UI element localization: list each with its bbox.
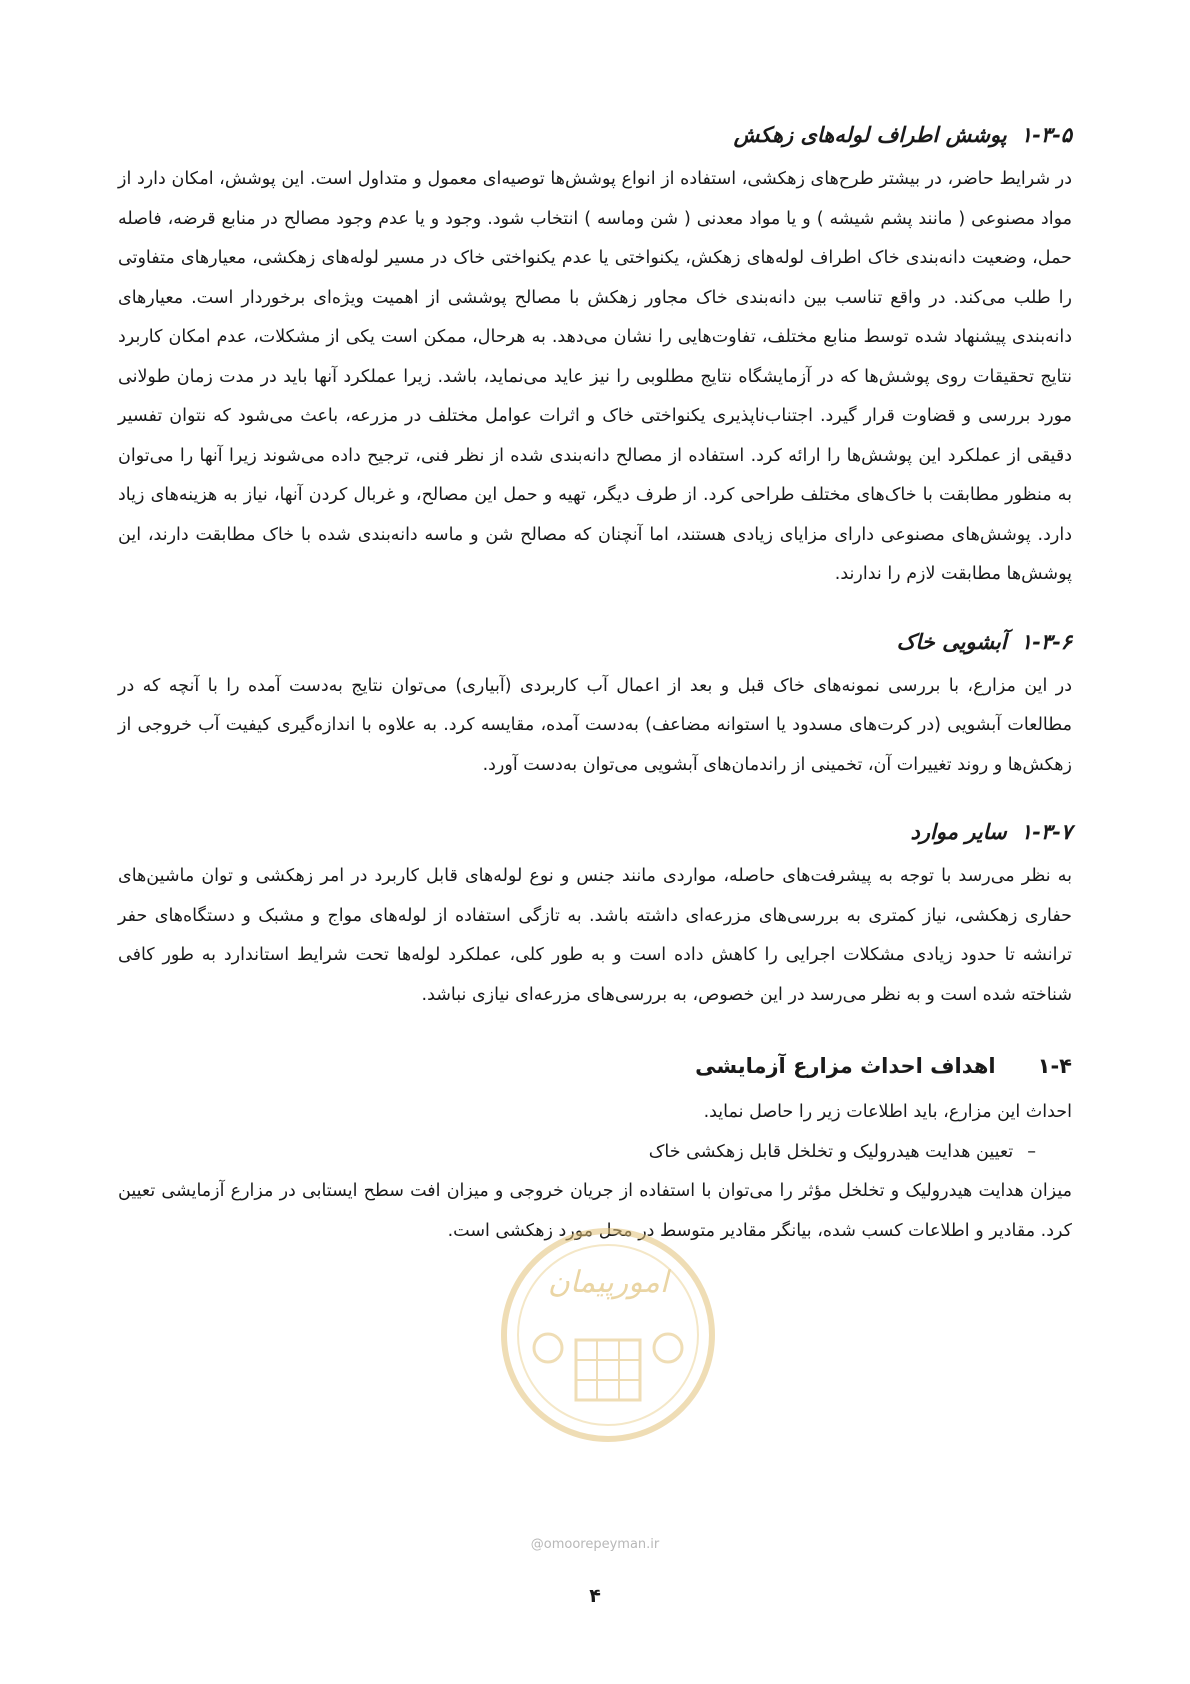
section-number: ۱-۳-۵ xyxy=(1020,122,1072,147)
section-title: سایر موارد xyxy=(910,819,1007,844)
bullet-text: تعیین هدایت هیدرولیک و تخلخل قابل زهکشی خاک xyxy=(648,1141,1014,1162)
section-heading-1-3-6 xyxy=(118,627,1072,657)
section-heading-1-3-7 xyxy=(118,817,1072,847)
bullet-dash: – xyxy=(1027,1141,1036,1162)
section-title: آبشویی خاک xyxy=(896,628,1007,654)
section-title: پوشش اطراف لوله‌های زهکش xyxy=(733,122,1007,147)
section-title: اهداف احداث مزارع آزمایشی xyxy=(695,1054,996,1078)
section-paragraph: میزان هدایت هیدرولیک و تخلخل مؤثر را می‌توان با استفاده از جریان خروجی و میزان افت سطح ایستابی در مزارع آزمایشی تعیین کرد. مقادیر و اطلاعات کسب شده، بیانگر مقادیر متوسط در محل مورد زهکشی است. xyxy=(118,1181,1072,1241)
watermark-logo-text: امورپیمان xyxy=(547,1265,669,1300)
watermark-site: @omoorepeyman.ir xyxy=(530,1537,660,1552)
bullet-item xyxy=(118,1133,1072,1173)
section-heading-1-3-5 xyxy=(118,120,1072,150)
section-paragraph: در این مزارع، با بررسی نمونه‌های خاک قبل و بعد از اعمال آب کاربردی (آبیاری) می‌توان نتایج به‌دست آمده را با آنچه که در مطالعات آبشویی (در کرت‌های مسدود یا استوانه مضاعف) به‌دست آمده، مقایسه کرد. به علاوه با اندازه‌گیری کیفیت آب خروجی از زهکش‌ها و روند تغییرات آن، تخمینی از راندمان‌های آبشویی می‌توان به‌دست آورد. xyxy=(118,675,1072,775)
intro-text: احداث این مزارع، باید اطلاعات زیر را حاصل نماید. xyxy=(703,1102,1072,1122)
page-number: ۴ xyxy=(589,1585,601,1607)
section-paragraph: در شرایط حاضر، در بیشتر طرح‌های زهکشی، استفاده از انواع پوشش‌ها توصیه‌ای معمول و متداول است. این پوشش، امکان دارد از مواد مصنوعی ( مانند پشم شیشه ) و یا مواد معدنی ( شن وماسه ) انتخاب شود. وجود و یا عدم وجود مصالح در منابع قرضه، فاصله حمل، وضعیت دانه‌بندی خاک اطراف لوله‌های زهکش، یکنواختی یا عدم یکنواختی خاک در مسیر لوله‌های زهکشی، معیارهای متفاوتی را طلب می‌کند. در واقع تناسب بین دانه‌بندی خاک مجاور زهکش با مصالح پوششی از اهمیت ویژه‌ای برخوردار است. معیارهای دانه‌بندی پیشنهاد شده توسط منابع مختلف، تفاوت‌هایی را نشان می‌دهد. به هرحال، ممکن است یکی از مشکلات، عدم امکان کاربرد نتایج تحقیقات روی پوشش‌ها که در آزمایشگاه نتایج مطلوبی را نیز عاید می‌نماید، باشد. زیرا عملکرد آنها باید در مدت زمان طولانی مورد بررسی و قضاوت قرار گیرد. اجتناب‌ناپذیری یکنواختی خاک و اثرات عوامل مختلف در مزرعه، باعث می‌شود که نتوان تفسیر دقیقی از عملکرد این پوشش‌ها را ارائه کرد. استفاده از مصالح دانه‌بندی شده از نظر فنی، ترجیح داده می‌شوند زیرا آنها را می‌توان به منظور مطابقت با خاک‌های مختلف طراحی کرد. از طرف دیگر، تهیه و حمل این مصالح، و غربال کردن آنها، نیاز به هزینه‌های زیاد دارد. پوشش‌های مصنوعی دارای مزایای زیادی هستند، اما آنچنان که مصالح شن و ماسه دانه‌بندی شده با خاک مطابقت دارند، این پوشش‌ها مطابقت لازم را ندارند. xyxy=(118,169,1072,584)
section-number: ۱-۳-۷ xyxy=(1020,819,1072,844)
section-paragraph: به نظر می‌رسد با توجه به پیشرفت‌های حاصله، مواردی مانند جنس و نوع لوله‌های قابل کاربرد در امر زهکشی و توان ماشین‌های حفاری زهکشی، نیاز کمتری به بررسی‌های مزرعه‌ای داشته باشد. به تازگی استفاده از لوله‌های مواج و مشبک و دستگاه‌های حفر ترانشه تا حدود زیادی مشکلات اجرایی را کاهش داده است و به طور کلی، عملکرد لوله‌ها تحت شرایط استاندارد به طور کافی شناخته شده است و به نظر می‌رسد در این خصوص، به بررسی‌های مزرعه‌ای نیازی نباشد. xyxy=(118,866,1072,1005)
main-section-heading xyxy=(118,1051,1072,1081)
section-number: ۱-۴ xyxy=(1037,1054,1072,1078)
section-number: ۱-۳-۶ xyxy=(1020,628,1072,654)
